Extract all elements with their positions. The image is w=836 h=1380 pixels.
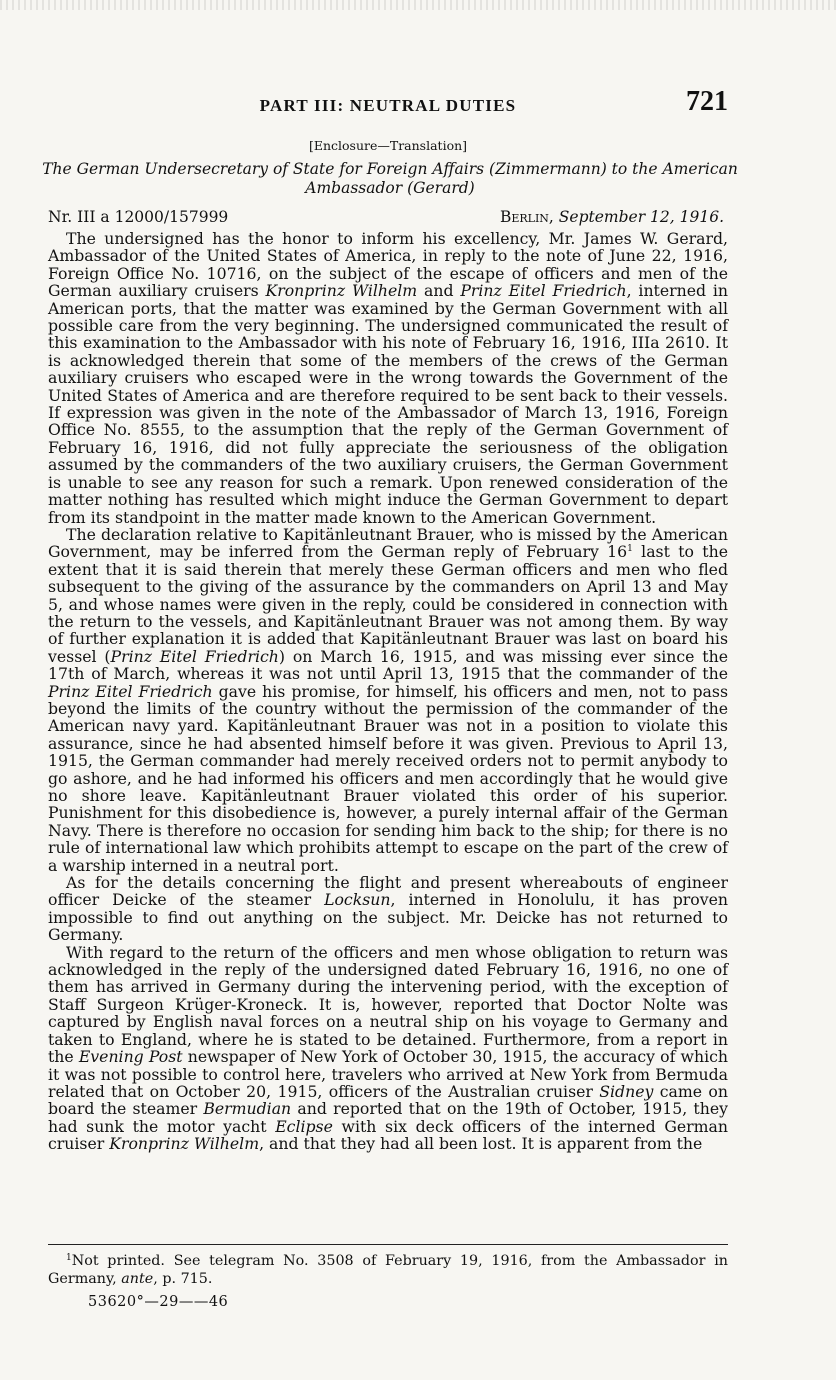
text-run: The declaration relative to Kapitänleutnant Brauer, who is missed by the American Government, may be inferred from the German reply of February 16 bbox=[48, 524, 728, 562]
page-header bbox=[48, 86, 728, 120]
paragraph-4 bbox=[48, 944, 728, 1153]
text-run: ante bbox=[121, 1271, 154, 1287]
ship-name: Bermudian bbox=[203, 1099, 292, 1119]
text-run: came on board the steamer bbox=[48, 1081, 728, 1119]
text-run: , interned in American ports, that the matter was examined by the German Government with all possible care from the very beginning. The undersigned communicated the result of this examination to the Ambassador with his note of February 16, 1916, IIIa 2610. It is acknowledged therein that some of the members of the crews of the German auxiliary cruisers who escaped were in the wrong towards the Government of the United States of America and are therefore required to be sent back to their vessels. If expression was given in the note of the Ambassador of March 13, 1916, Foreign Office No. 8555, to the assumption that the reply of the German Government of February 16, 1916, did not fully appreciate the seriousness of the obligation assumed by the commanders of the two auxiliary cruisers, the German Government is unable to see any reason for such a remark. Upon renewed consideration of the matter nothing has resulted which might induce the German Government to depart from its standpoint in the matter made known to the American Government. bbox=[48, 281, 729, 527]
enclosure-label: [Enclosure—Translation] bbox=[308, 138, 468, 153]
letter-body bbox=[48, 230, 728, 1153]
printer-signature: 53620°—29——46 bbox=[88, 1294, 229, 1310]
text-run: With regard to the return of the officers and men whose obligation to return was acknowledged in the reply of the undersigned dated February 16, 1916, no one of them has arrived in Germany during the intervening period, with the exception of Staff Surgeon Krüger-Kroneck. It is, however, reported that Doctor Nolte was captured by English naval forces on a neutral ship on his voyage to Germany and taken to England, where he is stated to be detained. Furthermore, from a report in the bbox=[48, 942, 728, 1067]
text-run: and bbox=[417, 281, 461, 301]
text-run: with six deck officers of the interned German cruiser bbox=[48, 1116, 728, 1154]
footnote-ref: 1 bbox=[627, 544, 633, 555]
page-number: 721 bbox=[686, 86, 728, 117]
document-title: The German Undersecretary of State for Foreign Affairs (Zimmermann) to the American Ambassador (Gerard) bbox=[42, 160, 738, 197]
ship-name: Sidney bbox=[599, 1081, 654, 1101]
place-and-date bbox=[500, 208, 724, 226]
newspaper-name: Evening Post bbox=[78, 1047, 183, 1067]
footnote-divider bbox=[48, 1244, 728, 1245]
document-reference: Nr. III a 12000/157999 bbox=[48, 208, 229, 226]
text-run: , and that they had all been lost. It is apparent from the bbox=[259, 1134, 703, 1154]
paragraph-3 bbox=[48, 874, 728, 944]
ship-name: Kronprinz Wilhelm bbox=[265, 281, 418, 301]
text-run: The undersigned has the honor to inform his excellency, Mr. James W. Gerard, Ambassador of the United States of America, in reply to the note of June 22, 1916, Foreign Office No. 10716, on the subject of the escape of officers and men of the German auxiliary cruisers bbox=[48, 229, 728, 301]
text-run: , interned in Honolulu, it has proven impossible to find out anything on the subject. Mr. Deicke has not returned to Germany. bbox=[48, 890, 728, 945]
text-run: Not printed. See telegram No. 3508 of February 19, 1916, from the Ambassador in Germany, bbox=[48, 1253, 728, 1287]
scan-edge-noise bbox=[0, 0, 836, 10]
text-run: newspaper of New York of October 30, 1915, the accuracy of which it was not possible to control here, travelers who arrived at New York from Bermuda related that on October 20, 1915, officers of the Australian cruiser bbox=[48, 1047, 728, 1101]
paragraph-1 bbox=[48, 230, 728, 526]
footnote bbox=[48, 1252, 728, 1288]
text-run: gave his promise, for himself, his officers and men, not to pass beyond the limits of the country without the permission of the commander of the American navy yard. Kapitänleutnant Brauer was not in a position to violate this assurance, since he had absented himself before it was given. Previous to April 13, 1915, the German commander had merely received orders not to permit anybody to go ashore, and he had informed his officers and men accordingly that he would give no shore leave. Kapitänleutnant Brauer violated this order of his superior. Punishment for this disobedience is, however, a purely internal affair of the German Navy. There is therefore no occasion for sending him back to the ship; for there is no rule of international law which prohibits attempt to escape on the part of the crew of a warship interned in a neutral port. bbox=[48, 681, 729, 875]
ship-name: Kronprinz Wilhelm bbox=[109, 1134, 260, 1154]
dateline-date: September 12, 1916. bbox=[558, 208, 724, 226]
ship-name: Locksun bbox=[324, 890, 391, 910]
footnote-marker: 1 bbox=[66, 1253, 72, 1263]
text-run: and reported that on the 19th of October, 1915, they had sunk the motor yacht bbox=[48, 1099, 728, 1136]
ship-name: Prinz Eitel Friedrich bbox=[48, 681, 213, 701]
text-run: , p. 715. bbox=[153, 1271, 213, 1287]
running-title: PART III: NEUTRAL DUTIES bbox=[259, 96, 517, 115]
dateline bbox=[48, 208, 728, 230]
dateline-city: Berlin, bbox=[499, 208, 554, 226]
text-run: last to the extent that it is said therein that merely these German officers and men who fled subsequent to the giving of the assurance by the commanders on April 13 and May 5, and whose names were given in the reply, could be considered in connection with the return to the vessels, and Kapitänleutnant Brauer was not among them. By way of further explanation it is added that Kapitänleutnant Brauer was last on board his vessel ( bbox=[48, 542, 729, 666]
ship-name: Prinz Eitel Friedrich bbox=[460, 281, 627, 301]
text-run: ) on March 16, 1915, and was missing ever since the 17th of March, whereas it was not until April 13, 1915 that the commander of the bbox=[48, 646, 728, 684]
paragraph-2 bbox=[48, 526, 728, 874]
ship-name: Prinz Eitel Friedrich bbox=[110, 646, 279, 666]
text-run: As for the details concerning the flight and present whereabouts of engineer officer Deicke of the steamer bbox=[48, 873, 728, 910]
ship-name: Eclipse bbox=[275, 1116, 333, 1136]
